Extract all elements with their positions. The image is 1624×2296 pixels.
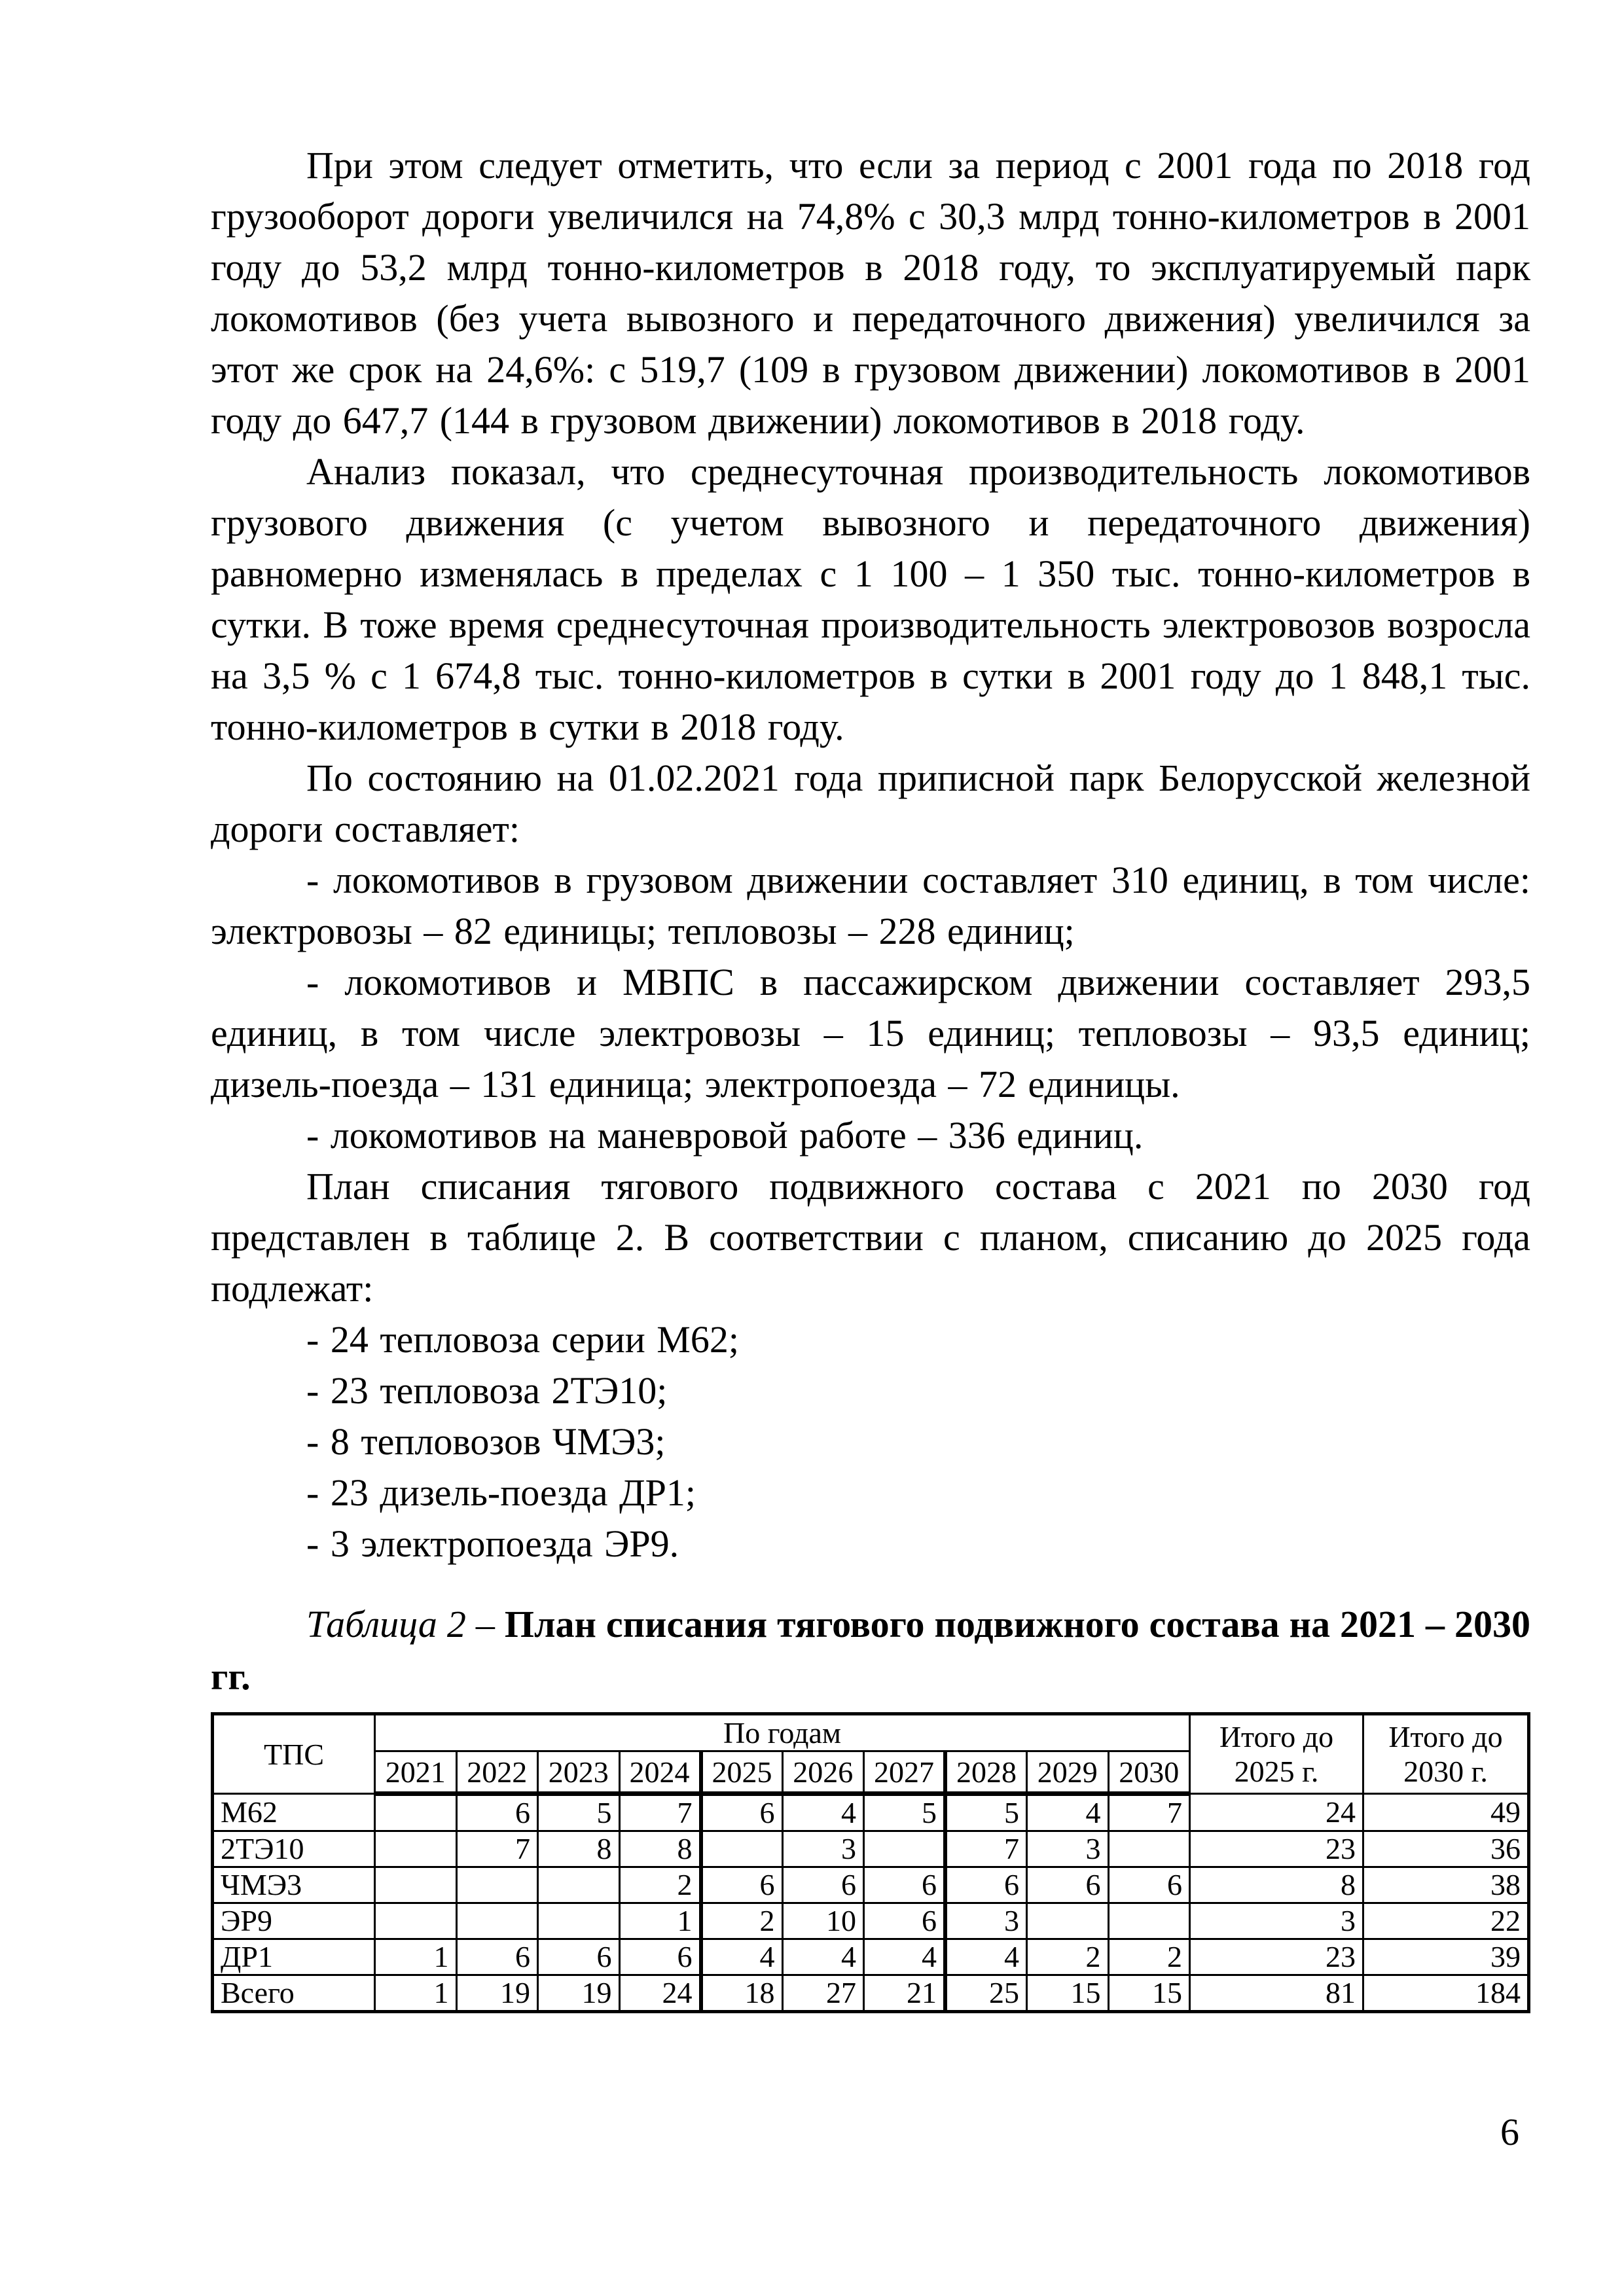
header-cell-total-2030: Итого до 2030 г. xyxy=(1363,1714,1529,1794)
cell-year-value: 7 xyxy=(945,1831,1027,1867)
header-cell-year-2021: 2021 xyxy=(375,1751,457,1794)
cell-year-value: 5 xyxy=(945,1794,1027,1831)
cell-total-2030: 184 xyxy=(1363,1975,1529,2012)
cell-year-value: 18 xyxy=(701,1975,783,2012)
cell-year-value: 25 xyxy=(945,1975,1027,2012)
cell-year-value: 6 xyxy=(456,1939,538,1975)
cell-year-value: 1 xyxy=(619,1903,701,1939)
cell-total-2030: 38 xyxy=(1363,1867,1529,1903)
cell-year-value: 15 xyxy=(1108,1975,1190,2012)
cell-year-value xyxy=(456,1867,538,1903)
table-row-ЧМЭ3 xyxy=(213,1867,1529,1903)
cell-year-value: 4 xyxy=(701,1939,783,1975)
cell-year-value: 3 xyxy=(782,1831,864,1867)
cell-year-value: 4 xyxy=(782,1939,864,1975)
cell-year-value: 4 xyxy=(864,1939,946,1975)
cell-year-value: 6 xyxy=(945,1867,1027,1903)
cell-series-name: Всего xyxy=(213,1975,375,2012)
cell-total-2030: 49 xyxy=(1363,1794,1529,1831)
cell-year-value xyxy=(701,1831,783,1867)
paragraph: - локомотивов на маневровой работе – 336 единиц. xyxy=(306,1114,1144,1157)
header-cell-by-years: По годам xyxy=(375,1714,1190,1751)
cell-year-value: 4 xyxy=(945,1939,1027,1975)
table-row-2ТЭ10 xyxy=(213,1831,1529,1867)
cell-total-2030: 36 xyxy=(1363,1831,1529,1867)
cell-series-name: 2ТЭ10 xyxy=(213,1831,375,1867)
header-cell-total-2025: Итого до 2025 г. xyxy=(1190,1714,1363,1794)
table-row-ЭР9 xyxy=(213,1903,1529,1939)
cell-year-value xyxy=(1108,1831,1190,1867)
paragraph: - локомотивов в грузовом движении составляет 310 единиц, в том числе: электровозы – 82 единицы; тепловозы – 228 единиц; xyxy=(211,859,1530,952)
cell-year-value xyxy=(538,1867,620,1903)
cell-year-value: 8 xyxy=(619,1831,701,1867)
cell-year-value: 24 xyxy=(619,1975,701,2012)
cell-total-2025: 8 xyxy=(1190,1867,1363,1903)
cell-year-value: 5 xyxy=(538,1794,620,1831)
cell-year-value: 6 xyxy=(864,1903,946,1939)
cell-year-value: 7 xyxy=(456,1831,538,1867)
header-cell-year-2024: 2024 xyxy=(619,1751,701,1794)
cell-year-value xyxy=(1108,1903,1190,1939)
cell-year-value: 1 xyxy=(375,1939,457,1975)
header-cell-tps: ТПС xyxy=(213,1714,375,1794)
cell-year-value: 15 xyxy=(1027,1975,1109,2012)
cell-total-2025: 3 xyxy=(1190,1903,1363,1939)
cell-total-2025: 23 xyxy=(1190,1831,1363,1867)
paragraph: При этом следует отметить, что если за период с 2001 года по 2018 год грузооборот дороги увеличился на 74,8% с 30,3 млрд тонно-километров в 2001 году до 53,2 млрд тонно-километров в 2018 году, то эксплуатируемый парк локомотивов (без учета вывозного и передаточного движения) увеличился за этот же срок на 24,6%: с 519,7 (109 в грузовом движении) локомотивов в 2001 году до 647,7 (144 в грузовом движении) локомотивов в 2018 году. xyxy=(211,144,1530,442)
table-row-ДР1 xyxy=(213,1939,1529,1975)
cell-year-value xyxy=(375,1903,457,1939)
table-caption xyxy=(211,1598,1530,1703)
cell-year-value: 6 xyxy=(701,1867,783,1903)
cell-year-value xyxy=(375,1794,457,1831)
cell-year-value: 19 xyxy=(538,1975,620,2012)
cell-year-value: 3 xyxy=(945,1903,1027,1939)
cell-year-value: 2 xyxy=(1027,1939,1109,1975)
header-cell-year-2026: 2026 xyxy=(782,1751,864,1794)
page-content xyxy=(211,140,1530,2013)
cell-total-2025: 23 xyxy=(1190,1939,1363,1975)
cell-year-value xyxy=(1027,1903,1109,1939)
cell-year-value: 6 xyxy=(538,1939,620,1975)
table-caption-title: План списания тягового подвижного состава на 2021 – 2030 гг. xyxy=(211,1603,1531,1698)
cell-total-2025: 24 xyxy=(1190,1794,1363,1831)
cell-year-value: 6 xyxy=(782,1867,864,1903)
cell-series-name: М62 xyxy=(213,1794,375,1831)
cell-year-value xyxy=(538,1903,620,1939)
table-caption-label: Таблица 2 xyxy=(306,1603,466,1645)
cell-total-2030: 22 xyxy=(1363,1903,1529,1939)
cell-year-value: 7 xyxy=(1108,1794,1190,1831)
cell-year-value xyxy=(456,1903,538,1939)
list-item: - 24 тепловоза серии М62; xyxy=(306,1318,739,1361)
page-number: 6 xyxy=(1500,2111,1519,2153)
list-item: - 23 дизель-поезда ДР1; xyxy=(306,1471,696,1514)
table-head xyxy=(213,1714,1529,1794)
header-cell-year-2023: 2023 xyxy=(538,1751,620,1794)
list-item: - 3 электропоезда ЭР9. xyxy=(306,1522,679,1565)
cell-year-value: 4 xyxy=(1027,1794,1109,1831)
cell-year-value: 6 xyxy=(1027,1867,1109,1903)
cell-year-value: 6 xyxy=(456,1794,538,1831)
list-item: - 23 тепловоза 2ТЭ10; xyxy=(306,1369,668,1412)
cell-year-value: 27 xyxy=(782,1975,864,2012)
header-cell-year-2030: 2030 xyxy=(1108,1751,1190,1794)
cell-series-name: ЧМЭ3 xyxy=(213,1867,375,1903)
table-row-Всего xyxy=(213,1975,1529,2012)
cell-year-value: 6 xyxy=(619,1939,701,1975)
paragraph: По состоянию на 01.02.2021 года приписной парк Белорусской железной дороги составляет: xyxy=(211,757,1530,850)
cell-year-value: 3 xyxy=(1027,1831,1109,1867)
paragraph: Анализ показал, что среднесуточная производительность локомотивов грузового движения (с учетом вывозного и передаточного движения) равномерно изменялась в пределах с 1 100 – 1 350 тыс. тонно-километров в сутки. В тоже время среднесуточная производительность электровозов возросла на 3,5 % с 1 674,8 тыс. тонно-километров в сутки в 2001 году до 1 848,1 тыс. тонно-километров в сутки в 2018 году. xyxy=(211,450,1530,748)
writeoff-plan-table xyxy=(211,1712,1530,2013)
cell-year-value: 19 xyxy=(456,1975,538,2012)
header-cell-year-2025: 2025 xyxy=(701,1751,783,1794)
header-cell-year-2027: 2027 xyxy=(864,1751,946,1794)
table-header-row-groups xyxy=(213,1714,1529,1751)
cell-year-value: 7 xyxy=(619,1794,701,1831)
table-caption-dash: – xyxy=(465,1603,505,1645)
cell-year-value: 2 xyxy=(701,1903,783,1939)
cell-year-value: 2 xyxy=(619,1867,701,1903)
cell-year-value: 1 xyxy=(375,1975,457,2012)
header-cell-year-2022: 2022 xyxy=(456,1751,538,1794)
cell-year-value: 4 xyxy=(782,1794,864,1831)
paragraph: - локомотивов и МВПС в пассажирском движении составляет 293,5 единиц, в том числе электровозы – 15 единиц; тепловозы – 93,5 единиц; дизель-поезда – 131 единица; электропоезда – 72 единицы. xyxy=(211,961,1530,1105)
cell-year-value xyxy=(864,1831,946,1867)
table-body xyxy=(213,1794,1529,2012)
table-row-М62 xyxy=(213,1794,1529,1831)
cell-year-value: 5 xyxy=(864,1794,946,1831)
cell-total-2030: 39 xyxy=(1363,1939,1529,1975)
cell-year-value: 2 xyxy=(1108,1939,1190,1975)
cell-year-value xyxy=(375,1831,457,1867)
header-cell-year-2028: 2028 xyxy=(945,1751,1027,1794)
cell-series-name: ДР1 xyxy=(213,1939,375,1975)
cell-total-2025: 81 xyxy=(1190,1975,1363,2012)
cell-year-value: 6 xyxy=(701,1794,783,1831)
cell-year-value: 8 xyxy=(538,1831,620,1867)
cell-year-value: 6 xyxy=(1108,1867,1190,1903)
cell-year-value: 6 xyxy=(864,1867,946,1903)
paragraph: План списания тягового подвижного состава с 2021 по 2030 год представлен в таблице 2. В соответствии с планом, списанию до 2025 года подлежат: xyxy=(211,1165,1530,1310)
cell-series-name: ЭР9 xyxy=(213,1903,375,1939)
cell-year-value: 21 xyxy=(864,1975,946,2012)
header-cell-year-2029: 2029 xyxy=(1027,1751,1109,1794)
cell-year-value: 10 xyxy=(782,1903,864,1939)
cell-year-value xyxy=(375,1867,457,1903)
list-item: - 8 тепловозов ЧМЭ3; xyxy=(306,1420,666,1463)
